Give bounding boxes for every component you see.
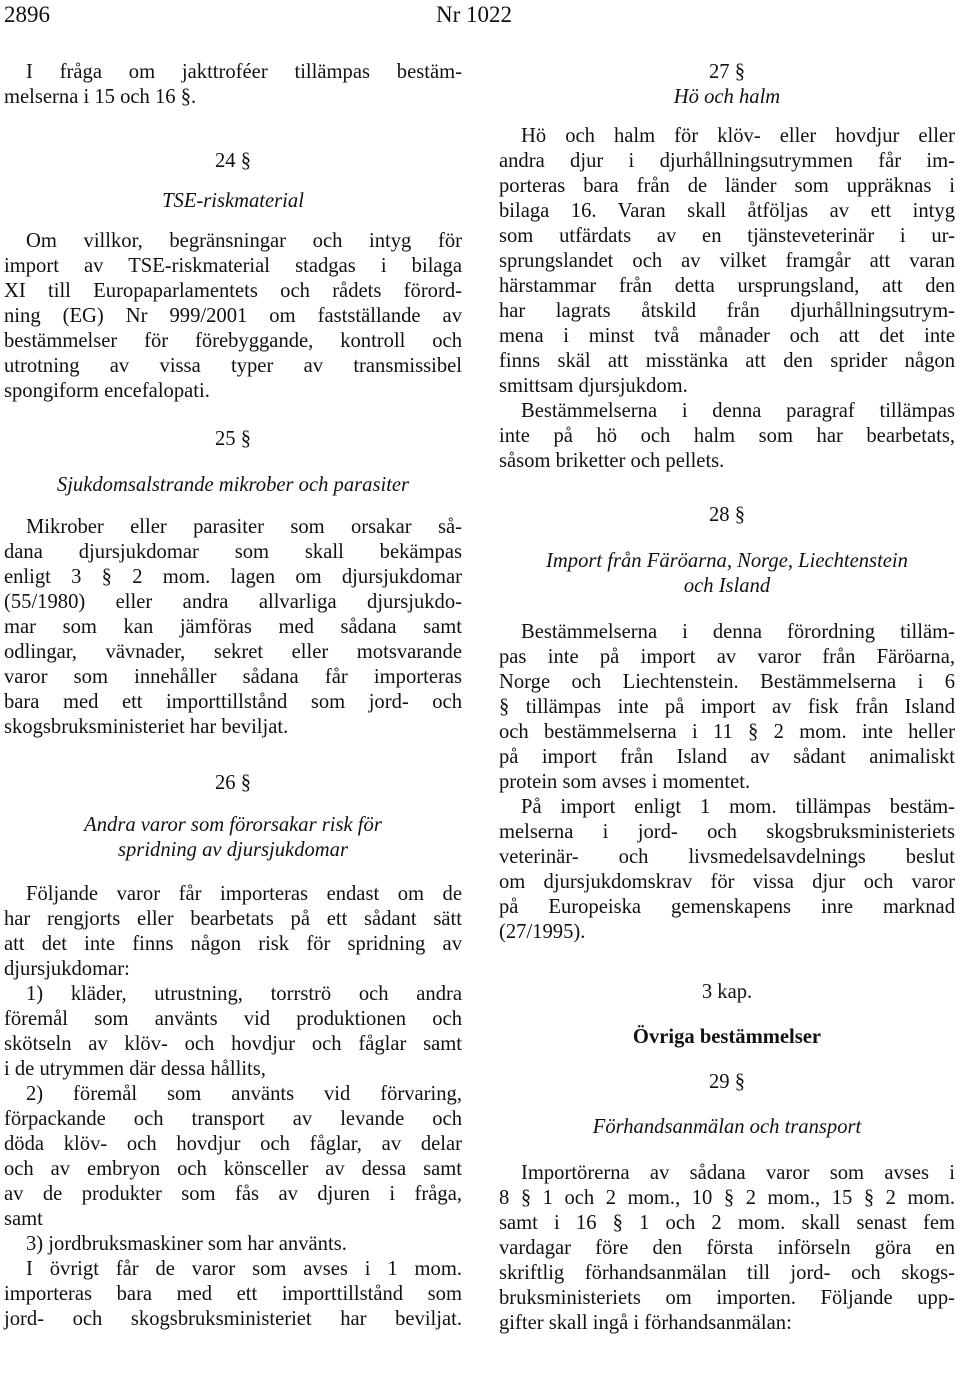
section-title: TSE-riskmaterial xyxy=(162,190,304,212)
paragraph-line: och bestämmelserna i 11 § 2 mom. inte heller xyxy=(499,721,955,743)
paragraph-line: odlingar, vävnader, sekret eller motsvarande xyxy=(4,641,462,663)
paragraph-line: porteras bara från de länder som uppräknas i xyxy=(499,175,955,197)
section-number: 29 § xyxy=(708,1071,746,1093)
paragraph-line: finns skäl att misstänka att den sprider någon xyxy=(499,350,955,372)
list-item-line: 3) jordbruksmaskiner som har använts. xyxy=(26,1233,347,1255)
paragraph-line: melserna i jord- och skogsbruksministeriets xyxy=(499,821,955,843)
paragraph-line: samt i 16 § 1 och 2 mom. skall senast fem xyxy=(499,1212,955,1234)
section-title: och Island xyxy=(683,575,771,597)
spacer xyxy=(499,110,955,124)
paragraph-line: Följande varor får importeras endast om de xyxy=(26,883,462,905)
section-title: Import från Färöarna, Norge, Liechtenstein xyxy=(546,550,908,572)
paragraph-line: 8 § 1 och 2 mom., 10 § 2 mom., 15 § 2 mom. xyxy=(499,1187,955,1209)
list-item-line: i de utrymmen där dessa hållits, xyxy=(4,1058,266,1080)
section-title: Förhandsanmälan och transport xyxy=(592,1116,862,1138)
paragraph-line: spongiform encefalopati. xyxy=(4,380,210,402)
section-number: 25 § xyxy=(214,428,252,450)
list-item-line: 1) kläder, utrustning, torrströ och andra xyxy=(26,983,462,1005)
paragraph-line: utrotning av vissa typer av transmissibel xyxy=(4,355,462,377)
list-item-line: döda klöv- och hovdjur och fåglar, av delar xyxy=(4,1133,462,1155)
paragraph-line: mena i minst två månader och att det inte xyxy=(499,325,955,347)
list-item-line: föremål som använts vid produktionen och xyxy=(4,1008,462,1030)
spacer xyxy=(4,452,462,473)
paragraph-line: inte på hö och halm som har bearbetats, xyxy=(499,425,955,447)
paragraph-line: protein som avses i momentet. xyxy=(499,771,751,793)
spacer xyxy=(4,740,462,771)
paragraph-line: bilaga 16. Varan skall åtföljas av ett intyg xyxy=(499,200,955,222)
page-number: 2896 xyxy=(4,2,50,27)
spacer xyxy=(4,863,462,882)
paragraph-line: Bestämmelserna i denna paragraf tillämpas xyxy=(521,400,955,422)
paragraph-line: på import från Island av sådant animaliskt xyxy=(499,746,955,768)
paragraph-line: dana djursjukdomar som skall bekämpas xyxy=(4,541,462,563)
paragraph-line: skriftlig förhandsanmälan till jord- och skogs- xyxy=(499,1262,955,1284)
paragraph-line: skogsbruksministeriet har beviljat. xyxy=(4,716,289,738)
paragraph-line: jord- och skogsbruksministeriet har beviljat. xyxy=(4,1308,462,1330)
list-item-line: och av embryon och könsceller av dessa samt xyxy=(4,1158,462,1180)
paragraph-line: varor som innehåller sådana får importeras xyxy=(4,666,462,688)
spacer xyxy=(4,796,462,813)
right-column xyxy=(499,60,955,1336)
paragraph-line: I övrigt får de varor som avses i 1 mom. xyxy=(26,1258,462,1280)
paragraph-line: pas inte på import av varor från Färöarna, xyxy=(499,646,955,668)
chapter-number: 3 kap. xyxy=(701,981,753,1003)
list-item-line: 2) föremål som använts vid förvaring, xyxy=(26,1083,462,1105)
section-title: Andra varor som förorsakar risk för xyxy=(84,814,382,836)
paragraph-line: import av TSE-riskmaterial stadgas i bilaga xyxy=(4,255,462,277)
spacer xyxy=(4,404,462,427)
paragraph-line: veterinär- och livsmedelsavdelnings beslut xyxy=(499,846,955,868)
paragraph-line: enligt 3 § 2 mom. lagen om djursjukdomar xyxy=(4,566,462,588)
paragraph-line: har lagrats åtskild från djurhållningsutrym- xyxy=(499,300,955,322)
spacer xyxy=(4,110,462,149)
paragraph-line: importeras bara med ett importtillstånd som xyxy=(4,1283,462,1305)
section-number: 26 § xyxy=(214,772,252,794)
paragraph-line: XI till Europaparlamentets och rådets förord- xyxy=(4,280,462,302)
paragraph-line: som utfärdats av en tjänsteveterinär i ur- xyxy=(499,225,955,247)
paragraph-line: bruksministeriets om importen. Följande upp- xyxy=(499,1287,955,1309)
paragraph-line: bestämmelser för förebyggande, kontroll och xyxy=(4,330,462,352)
paragraph-line: Om villkor, begränsningar och intyg för xyxy=(26,230,462,252)
list-item-line: förpackande och transport av levande och xyxy=(4,1108,462,1130)
section-number: 28 § xyxy=(708,504,746,526)
paragraph-line: djursjukdomar: xyxy=(4,958,130,980)
paragraph-line: sprungslandet och av vilket framgår att varan xyxy=(499,250,955,272)
left-column xyxy=(4,60,462,1332)
paragraph-line: I fråga om jakttroféer tillämpas bestäm- xyxy=(26,61,462,83)
paragraph-line: melserna i 15 och 16 §. xyxy=(4,86,197,108)
paragraph-line: ning (EG) Nr 999/2001 om fastställande av xyxy=(4,305,462,327)
paragraph-line: har rengjorts eller bearbetats på ett sådant sätt xyxy=(4,908,462,930)
paragraph-line: vardagar före den första införseln göra en xyxy=(499,1237,955,1259)
list-item-line: skötseln av klöv- och hovdjur och fåglar samt xyxy=(4,1033,462,1055)
section-number: 24 § xyxy=(214,150,252,172)
paragraph-line: På import enligt 1 mom. tillämpas bestäm- xyxy=(521,796,955,818)
spacer xyxy=(4,214,462,229)
paragraph-line: att det inte finns någon risk för spridning av xyxy=(4,933,462,955)
paragraph-line: (55/1980) eller andra allvarliga djursjukdo- xyxy=(4,591,462,613)
spacer xyxy=(4,498,462,515)
paragraph-line: såsom briketter och pellets. xyxy=(499,450,725,472)
paragraph-line: härstammar från detta ursprungsland, att den xyxy=(499,275,955,297)
spacer xyxy=(499,945,955,980)
paragraph-line: Norge och Liechtenstein. Bestämmelserna i 6 xyxy=(499,671,955,693)
paragraph-line: Importörerna av sådana varor som avses i xyxy=(521,1162,955,1184)
paragraph-line: gifter skall ingå i förhandsanmälan: xyxy=(499,1312,792,1334)
paragraph-line: § tillämpas inte på import av fisk från Island xyxy=(499,696,955,718)
paragraph-line: andra djur i djurhållningsutrymmen får im- xyxy=(499,150,955,172)
section-number: 27 § xyxy=(708,61,746,83)
paragraph-line: bara med ett importtillstånd som jord- och xyxy=(4,691,462,713)
paragraph-line: om djursjukdomskrav för vissa djur och varor xyxy=(499,871,955,893)
list-item-line: samt xyxy=(4,1208,43,1230)
paragraph-line: Bestämmelserna i denna förordning tilläm- xyxy=(521,621,955,643)
spacer xyxy=(499,1095,955,1115)
document-number: Nr 1022 xyxy=(436,2,513,27)
spacer xyxy=(499,1140,955,1161)
spacer xyxy=(499,474,955,503)
paragraph-line: (27/1995). xyxy=(499,921,586,943)
paragraph-line: smittsam djursjukdom. xyxy=(499,375,688,397)
section-title: spridning av djursjukdomar xyxy=(118,839,348,861)
paragraph-line: på Europeiska gemenskapens inre marknad xyxy=(499,896,955,918)
spacer xyxy=(4,174,462,189)
spacer xyxy=(499,599,955,620)
paragraph-line: Hö och halm för klöv- eller hovdjur eller xyxy=(521,125,955,147)
spacer xyxy=(499,528,955,549)
spacer xyxy=(499,1005,955,1025)
spacer xyxy=(499,1050,955,1070)
paragraph-line: Mikrober eller parasiter som orsakar så- xyxy=(26,516,462,538)
section-title: Hö och halm xyxy=(673,86,781,108)
chapter-title: Övriga bestämmelser xyxy=(632,1026,822,1048)
paragraph-line: mar som kan jämföras med sådana samt xyxy=(4,616,462,638)
list-item-line: av de produkter som fås av djuren i fråga, xyxy=(4,1183,462,1205)
section-title: Sjukdomsalstrande mikrober och parasiter xyxy=(56,474,410,496)
